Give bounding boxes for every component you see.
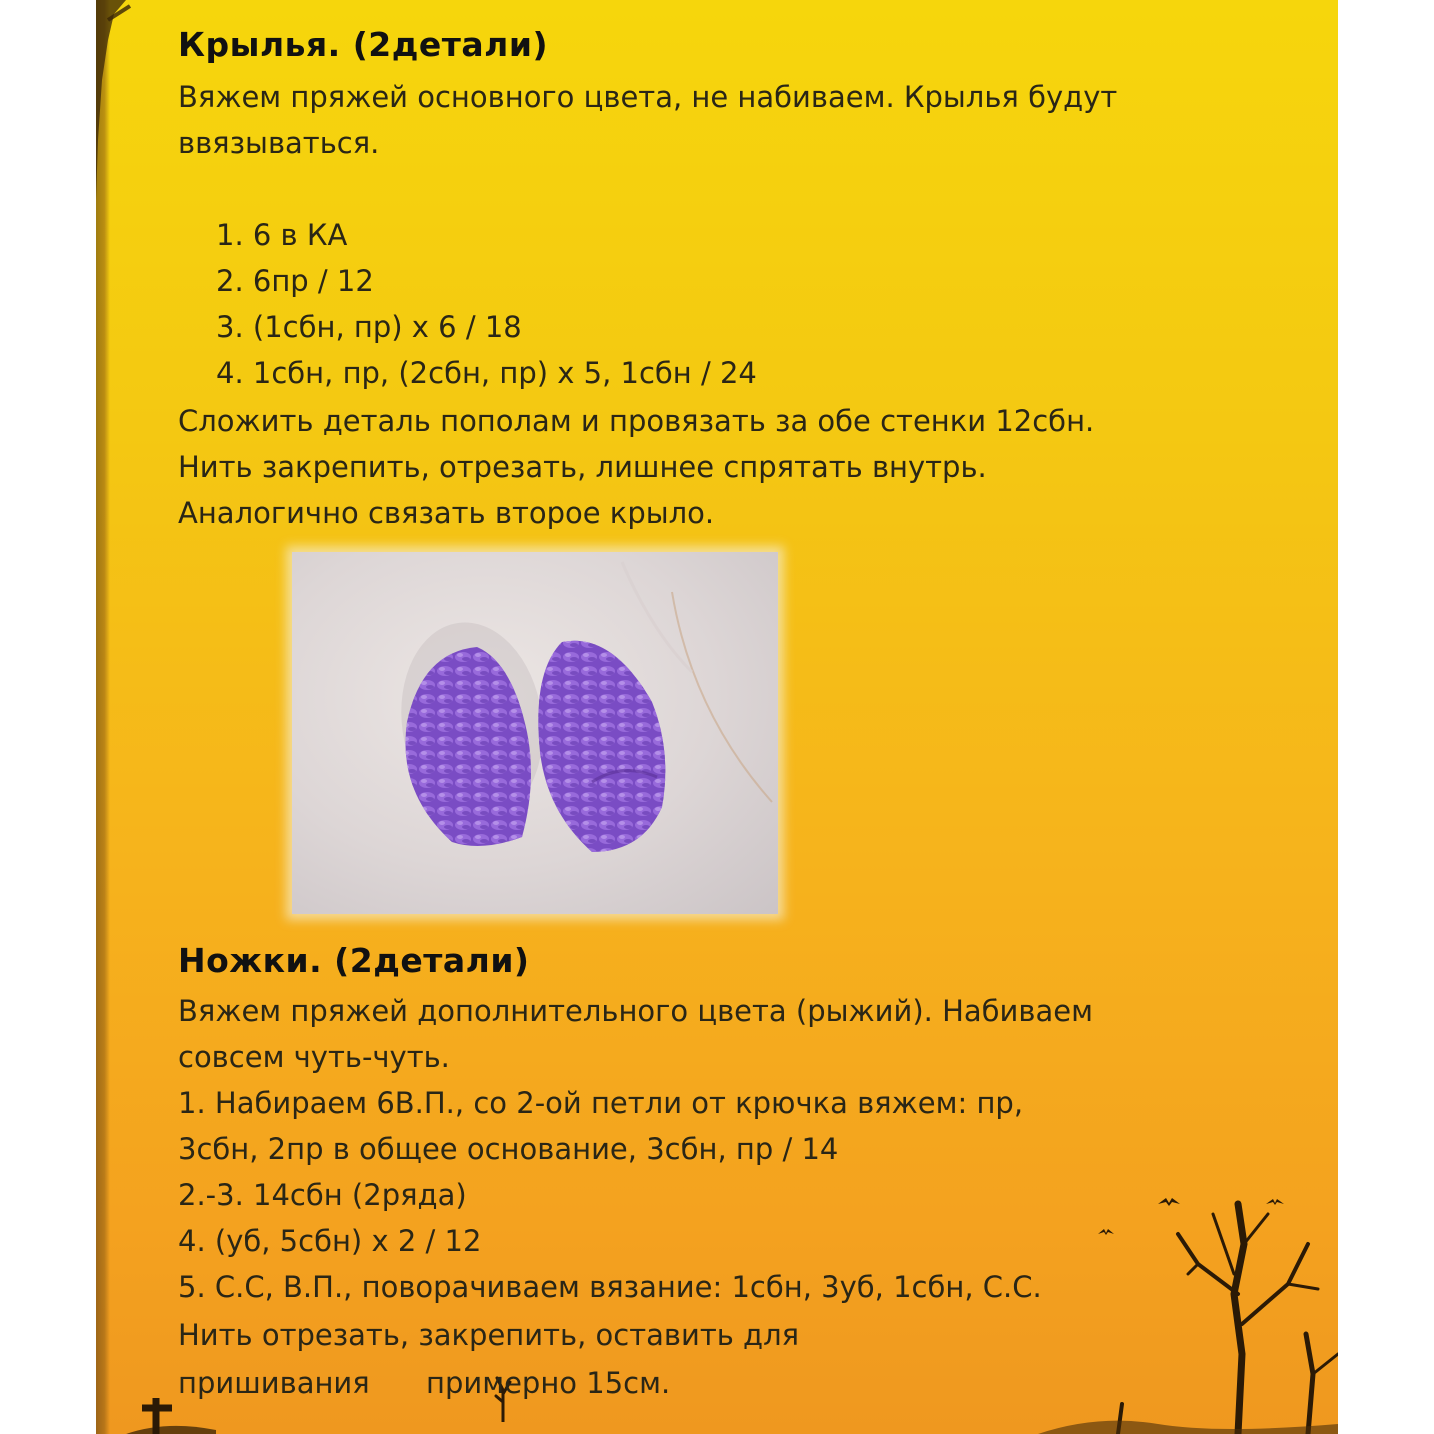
legs-line-7: 5. С.С, В.П., поворачиваем вязание: 1сбн, 3уб, 1сбн, С.С.	[178, 1270, 1042, 1304]
legs-line-1: Вяжем пряжей дополнительного цвета (рыжий). Набиваем	[178, 994, 1093, 1028]
wings-title: Крылья. (2детали)	[178, 25, 549, 64]
legs-line-8: Нить отрезать, закрепить, оставить для	[178, 1318, 800, 1352]
legs-line-6: 4. (уб, 5сбн) х 2 / 12	[178, 1224, 482, 1258]
wooden-edge	[96, 0, 110, 1434]
crocheted-wings-photo	[292, 552, 778, 914]
wings-row-1: 1. 6 в КА	[216, 218, 348, 252]
wings-after-line-3: Аналогично связать второе крыло.	[178, 496, 715, 530]
legs-line-5: 2.-3. 14сбн (2ряда)	[178, 1178, 467, 1212]
wings-after-line-1: Сложить деталь пополам и провязать за обе стенки 12сбн.	[178, 404, 1095, 438]
wings-intro-line-2: ввязываться.	[178, 126, 380, 160]
wings-row-4: 4. 1сбн, пр, (2сбн, пр) х 5, 1сбн / 24	[216, 356, 757, 390]
halloween-trees-icon	[1038, 1174, 1338, 1434]
wings-row-3: 3. (1сбн, пр) х 6 / 18	[216, 310, 522, 344]
legs-line-4: 3сбн, 2пр в общее основание, 3сбн, пр / 14	[178, 1132, 839, 1166]
wings-illustration-icon	[292, 552, 778, 914]
wings-after-line-2: Нить закрепить, отрезать, лишнее спрятать внутрь.	[178, 450, 987, 484]
wings-row-2: 2. 6пр / 12	[216, 264, 374, 298]
legs-line-9a: пришивания	[178, 1366, 370, 1400]
corner-branch-icon	[96, 0, 156, 200]
legs-line-9b: примерно 15см.	[426, 1366, 671, 1400]
legs-line-3: 1. Набираем 6В.П., со 2-ой петли от крючка вяжем: пр,	[178, 1086, 1024, 1120]
legs-title: Ножки. (2детали)	[178, 941, 530, 980]
wings-intro-line-1: Вяжем пряжей основного цвета, не набиваем. Крылья будут	[178, 80, 1118, 114]
legs-line-2: совсем чуть-чуть.	[178, 1040, 450, 1074]
